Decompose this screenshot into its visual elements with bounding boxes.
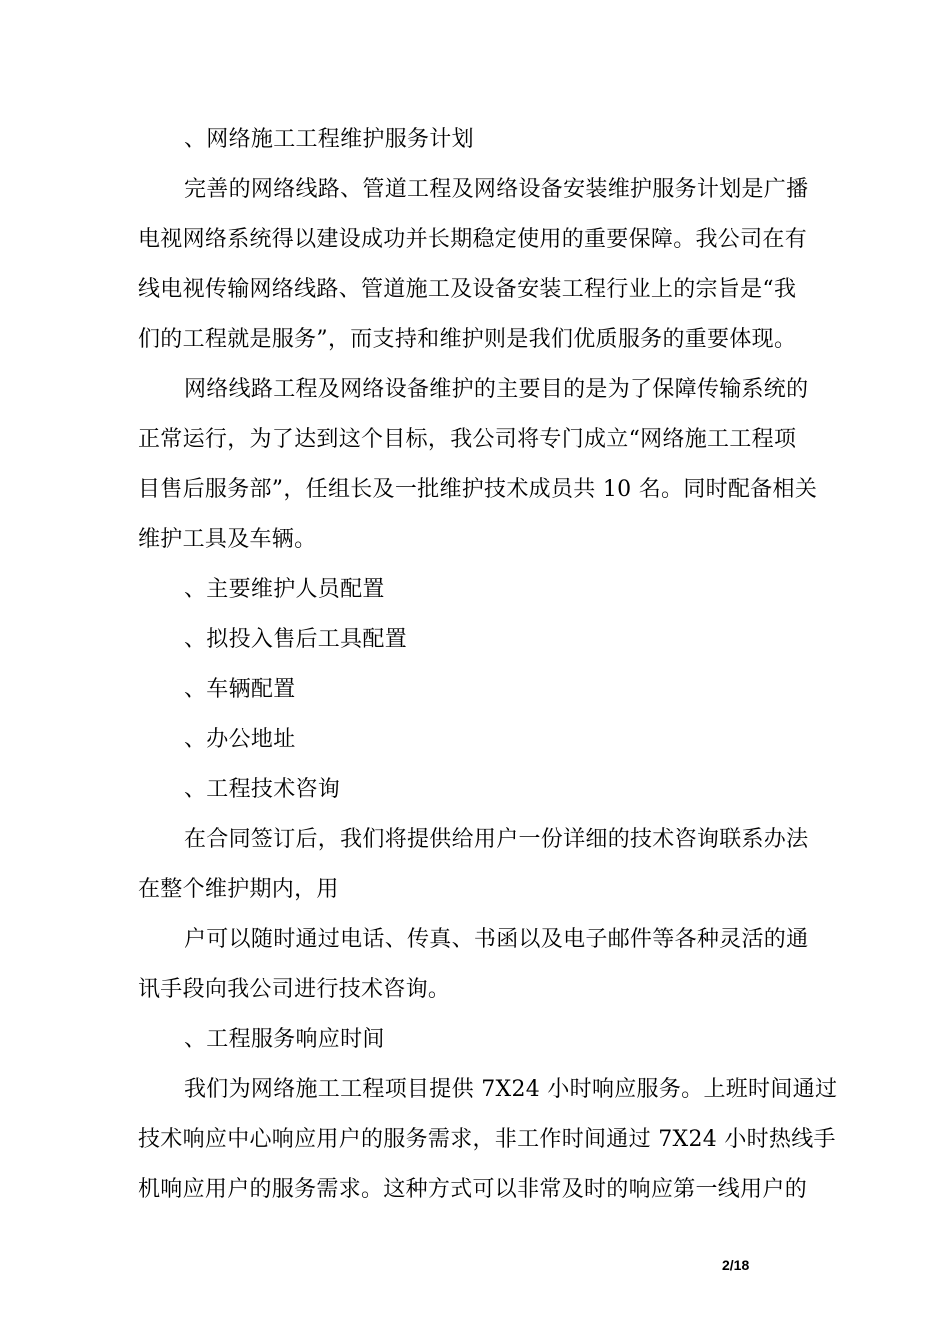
paragraph-line: 户可以随时通过电话、传真、书函以及电子邮件等各种灵活的通: [184, 927, 809, 952]
section-heading-response-time: 、工程服务响应时间: [184, 1027, 385, 1052]
paragraph-line: 我们为网络施工工程项目提供 7X24 小时响应服务。上班时间通过: [184, 1077, 838, 1102]
paragraph-line: 在合同签订后，我们将提供给用户一份详细的技术咨询联系办法: [184, 827, 809, 852]
paragraph-line: 们的工程就是服务”，而支持和维护则是我们优质服务的重要体现。: [138, 327, 797, 352]
paragraph-line: 机响应用户的服务需求。这种方式可以非常及时的响应第一线用户的: [138, 1177, 808, 1202]
paragraph-line: 讯手段向我公司进行技术咨询。: [138, 977, 451, 1002]
paragraph-line: 完善的网络线路、管道工程及网络设备安装维护服务计划是广播: [184, 177, 809, 202]
section-heading-technical-consulting: 、工程技术咨询: [184, 777, 341, 802]
paragraph-line: 线电视传输网络线路、管道施工及设备安装工程行业上的宗旨是“我: [138, 277, 797, 302]
paragraph-line: 正常运行，为了达到这个目标，我公司将专门成立“网络施工工程项: [138, 427, 797, 452]
section-heading-personnel: 、主要维护人员配置: [184, 577, 385, 602]
paragraph-line: 技术响应中心响应用户的服务需求，非工作时间通过 7X24 小时热线手: [138, 1127, 836, 1152]
paragraph-line: 在整个维护期内，用: [138, 877, 339, 902]
paragraph-line: 电视网络系统得以建设成功并长期稳定使用的重要保障。我公司在有: [138, 227, 808, 252]
paragraph-line: 维护工具及车辆。: [138, 527, 317, 552]
paragraph-line: 网络线路工程及网络设备维护的主要目的是为了保障传输系统的: [184, 377, 809, 402]
section-heading-office-address: 、办公地址: [184, 727, 296, 752]
section-heading-tools: 、拟投入售后工具配置: [184, 627, 408, 652]
paragraph-line: 目售后服务部”，任组长及一批维护技术成员共 10 名。同时配备相关: [138, 477, 818, 502]
section-heading-maintenance-plan: 、网络施工工程维护服务计划: [184, 127, 474, 152]
page-number: 2/18: [722, 1257, 750, 1273]
section-heading-vehicles: 、车辆配置: [184, 677, 296, 702]
